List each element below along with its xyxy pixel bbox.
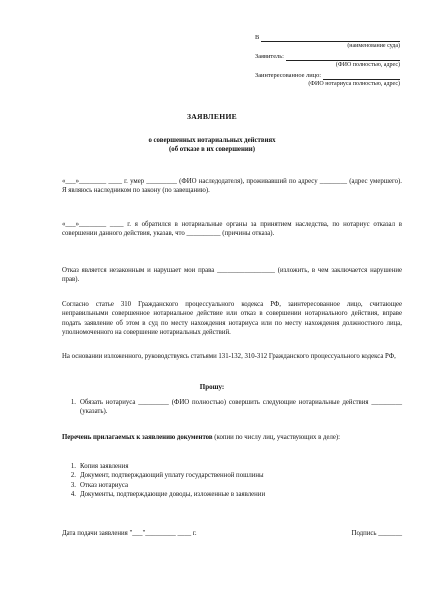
list-item-text: Документ, подтверждающий уплату государственной пошлины — [80, 472, 264, 480]
applicant-line — [286, 54, 400, 61]
interested-hint: (ФИО нотариуса полностью, адрес) — [308, 81, 400, 87]
list-item-text: Отказ нотариуса — [80, 481, 129, 489]
court-hint: (наименование суда) — [347, 43, 400, 49]
header-court-block — [255, 34, 400, 50]
paragraph-notary-refusal: «___»________ ____ г. я обратился в нотариальные органы за принятием наследства, по нотариус отказал в совершении данного действия, указав, что __________ (причины отказа). — [62, 221, 402, 238]
list-item-number: 4. — [70, 491, 76, 499]
attachments-heading-rest: (копии по числу лиц, участвующих в деле): — [212, 434, 341, 441]
attachments-list — [62, 462, 402, 500]
interested-line — [323, 73, 400, 80]
request-heading: Прошу: — [199, 383, 225, 391]
signature-field: Подпись _______ — [351, 530, 402, 537]
court-row — [255, 34, 400, 42]
paragraph-death-notice: «___»________ ____ г. умер _________ (ФИО наследодателя), проживавший по адресу ________ (адрес умершего). Я являюсь наследником по закону (по завещанию). — [62, 178, 402, 195]
applicant-row — [255, 53, 400, 61]
list-item-number: 1. — [70, 463, 76, 470]
list-item-number: 3. — [70, 481, 76, 489]
list-item — [62, 471, 402, 480]
applicant-hint: (ФИО полностью, адрес) — [335, 62, 400, 68]
list-item-text: Обязать нотариуса _________ (ФИО полностью) совершить следующие нотариальные действия _________ (указать). — [80, 399, 402, 416]
document-subtitle-1: о совершенных нотариальных действиях — [148, 137, 276, 144]
v-label: В — [255, 34, 260, 41]
signature-row — [62, 530, 402, 537]
request-list — [62, 398, 402, 417]
submission-date: Дата подачи заявления "___"_________ ____ г. — [62, 530, 197, 537]
list-item — [62, 481, 402, 490]
paragraph-legal-basis: Согласно статье 310 Гражданского процессуального кодекса РФ, заинтересованное лицо, считающее неправильными совершенное нотариальное действие или отказ в совершении нотариального действия, вправе подать заявление об этом в суд по месту нахождения нотариуса или по месту нахождения должностного лица, уполномоченного на совершение нотариальных действий. — [62, 301, 402, 337]
list-item — [62, 398, 402, 417]
list-item-number: 2. — [70, 472, 76, 480]
attachments-heading — [62, 433, 402, 442]
header-applicant-block — [255, 53, 400, 69]
list-item — [62, 462, 402, 471]
list-item — [62, 490, 402, 499]
interested-row — [255, 72, 400, 80]
header-interested-block — [255, 72, 400, 88]
document-subtitle-2: (об отказе в их совершении) — [169, 146, 255, 153]
list-item-number: 1. — [70, 399, 76, 406]
paragraph-rights-violation: Отказ является незаконным и нарушает мои права _________________ (изложить, в чем заключается нарушение прав). — [62, 267, 402, 284]
list-item-text: Копия заявления — [80, 463, 129, 470]
applicant-label: Заявитель: — [255, 53, 284, 60]
paragraph-grounds: На основании изложенного, руководствуясь статьями 131-132, 310-312 Гражданского процессуального кодекса РФ, — [62, 353, 396, 360]
interested-label: Заинтересованное лицо: — [255, 72, 322, 79]
court-line — [261, 35, 400, 42]
list-item-text: Документы, подтверждающие доводы, изложенные в заявлении — [80, 491, 266, 499]
document-title: ЗАЯВЛЕНИЕ — [186, 112, 238, 121]
attachments-heading-bold: Перечень прилагаемых к заявлению документов — [62, 434, 213, 441]
